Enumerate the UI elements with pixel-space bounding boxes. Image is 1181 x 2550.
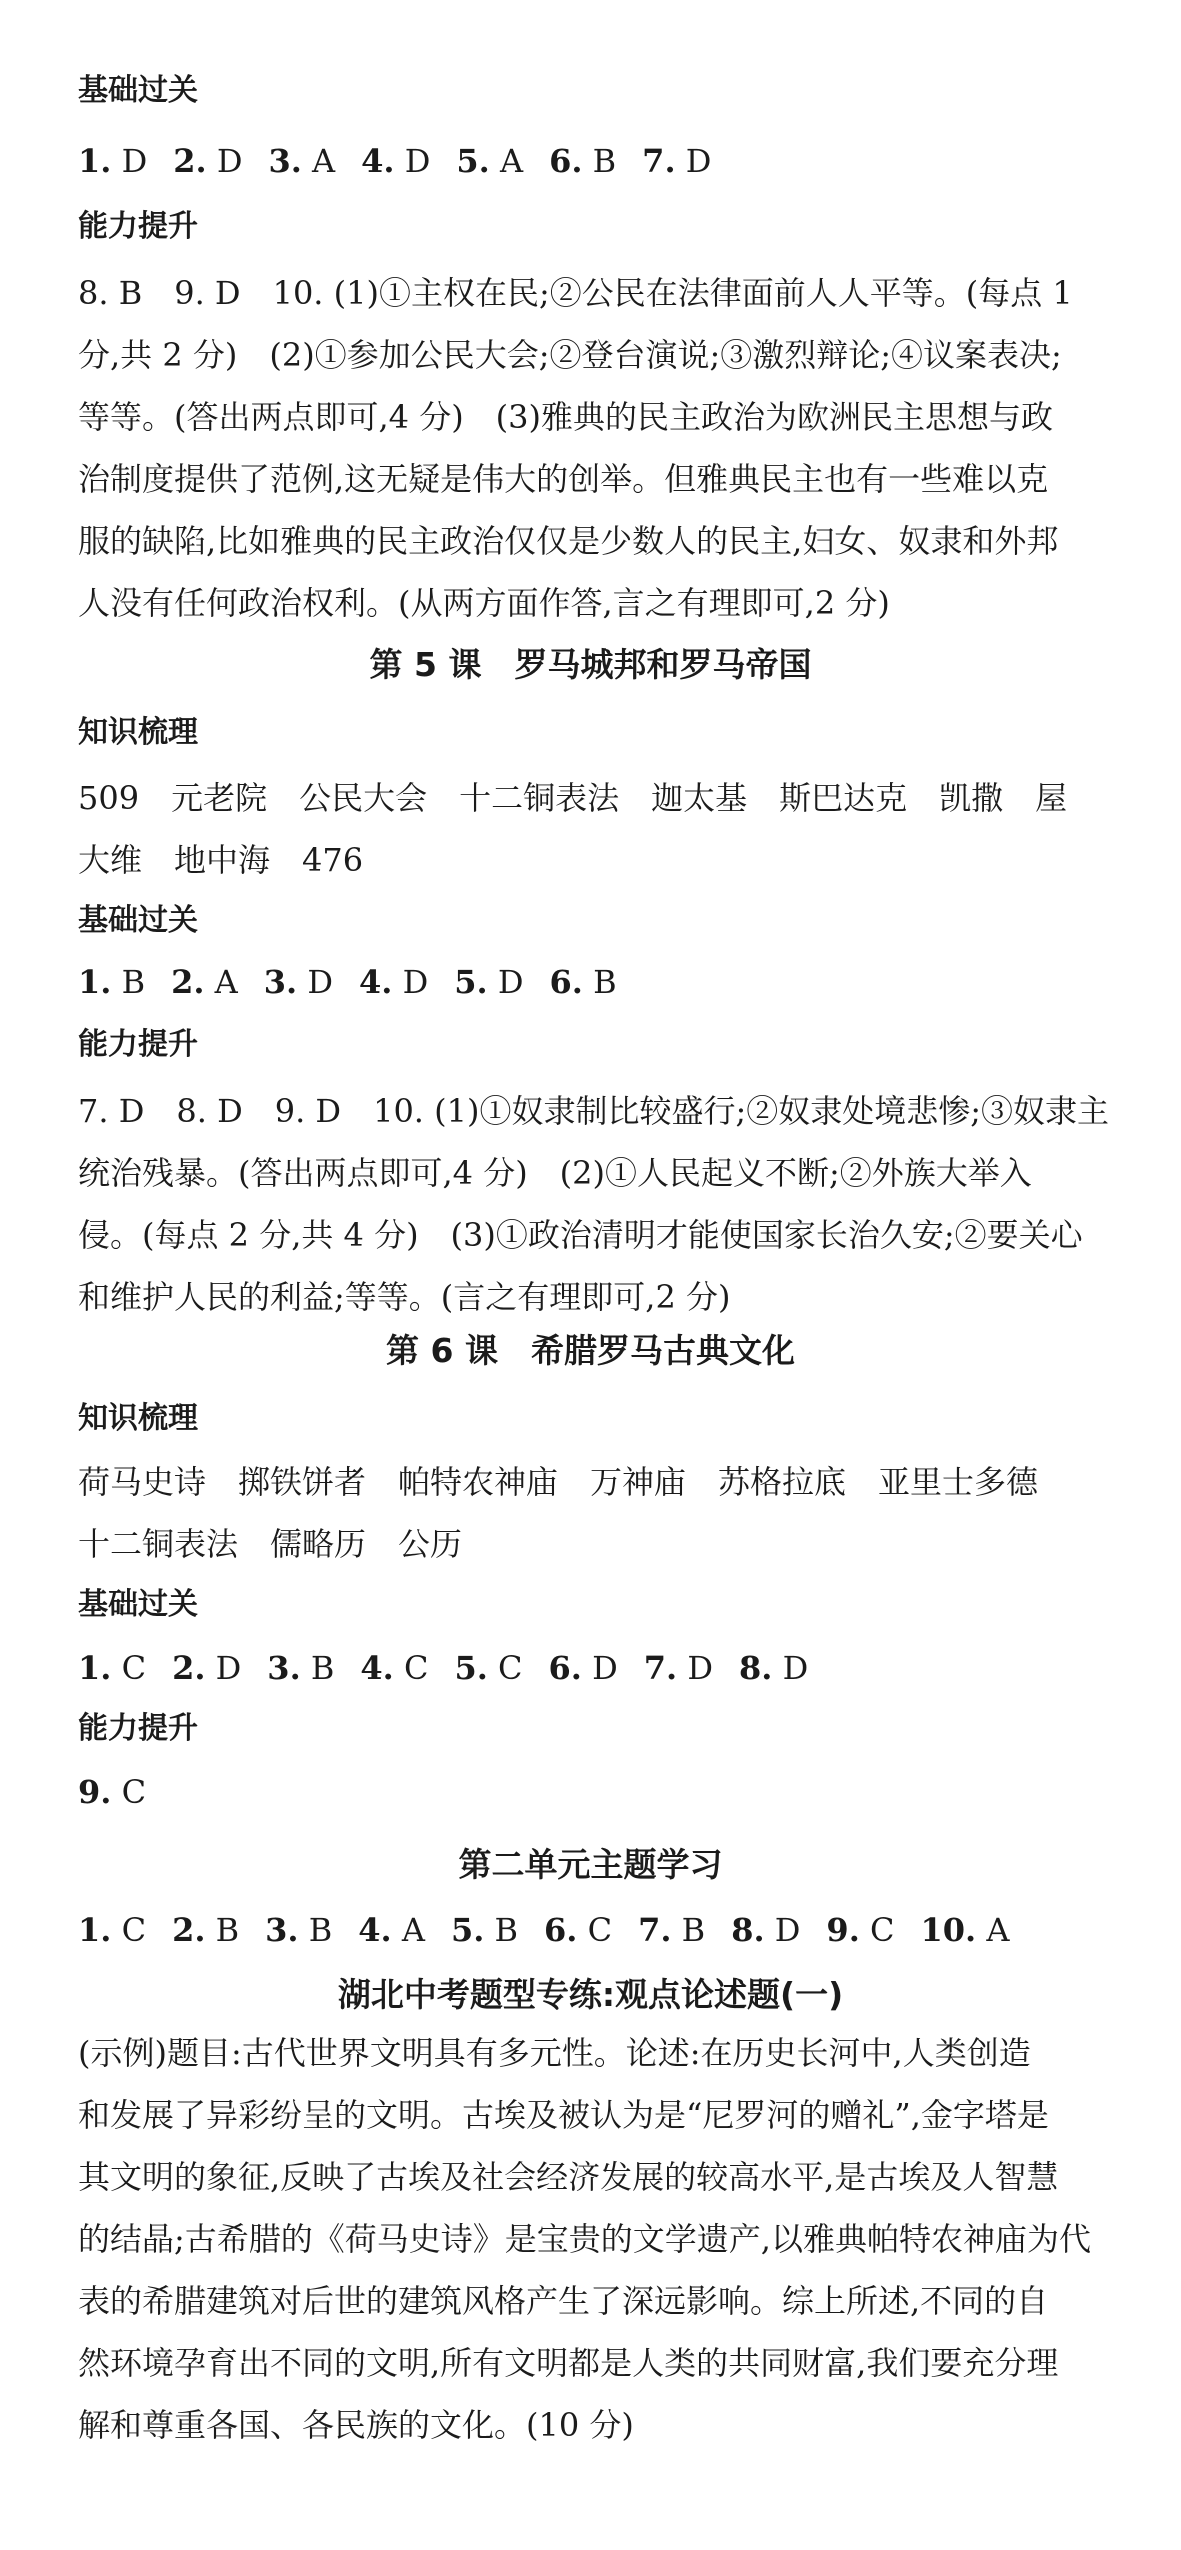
answer-number: 6. [548,1649,582,1687]
answer-item [361,142,431,180]
answer-number: 5. [456,142,490,180]
answer-choice: C [111,1773,147,1811]
answer-row [78,1649,834,1687]
answer-choice: D [772,1649,809,1687]
answer-number: 3. [265,1911,299,1949]
answer-choice: A [301,142,336,180]
paragraph-line: 人没有任何政治权利。(从两方面作答,言之有理即可,2 分) [78,584,890,622]
paragraph-line: (示例)题目:古代世界文明具有多元性。论述:在历史长河中,人类创造 [78,2034,1031,2072]
text-line: 荷马史诗 掷铁饼者 帕特农神庙 万神庙 苏格拉底 亚里士多德 [78,1463,1039,1501]
answer-item [548,1649,618,1687]
answer-number: 9. [78,1773,112,1811]
text-line: 大维 地中海 476 [78,841,364,879]
answer-item [78,963,146,1001]
answer-number: 6. [549,142,583,180]
answer-item [826,1911,895,1949]
section-heading: 能力提升 [78,1711,198,1746]
answer-choice: D [677,1649,713,1687]
answer-number: 3. [268,142,302,180]
answer-item [171,963,238,1001]
answer-choice: B [205,1911,240,1949]
answer-number: 5. [454,963,488,1001]
answer-item [78,1649,147,1687]
answer-choice: C [111,1649,147,1687]
paragraph-line: 等等。(答出两点即可,4 分) (3)雅典的民主政治为欧洲民主思想与政 [78,398,1054,436]
paragraph-line: 服的缺陷,比如雅典的民主政治仅仅是少数人的民主,妇女、奴隶和外邦 [78,522,1059,560]
answer-item [78,142,148,180]
answer-item [358,1911,425,1949]
answer-choice: D [111,142,148,180]
section-heading: 知识梳理 [78,1401,198,1436]
answer-choice: D [764,1911,801,1949]
answer-choice: D [581,1649,618,1687]
answer-number: 2. [172,1649,206,1687]
answer-item [738,1649,809,1687]
section-heading: 能力提升 [78,209,198,244]
answer-item [549,142,617,180]
answer-choice: D [487,963,524,1001]
paragraph-line: 7. D 8. D 9. D 10. (1)①奴隶制比较盛行;②奴隶处境悲惨;③奴隶主 [78,1092,1110,1130]
section-heading: 能力提升 [78,1027,198,1062]
answer-number: 3. [263,963,298,1001]
answer-number: 9. [826,1911,860,1949]
section-heading: 基础过关 [78,1587,198,1622]
answer-choice: B [671,1911,706,1949]
answer-paragraph [78,2028,1108,2462]
answer-item [638,1911,706,1949]
paragraph-line: 解和尊重各国、各民族的文化。(10 分) [78,2406,634,2444]
answer-number: 5. [450,1911,485,1949]
paragraph-line: 表的希腊建筑对后世的建筑风格产生了深远影响。综上所述,不同的自 [78,2282,1049,2320]
answer-item [263,963,334,1001]
answer-choice: C [859,1911,895,1949]
paragraph-line: 其文明的象征,反映了古埃及社会经济发展的较高水平,是古埃及人智慧 [78,2158,1059,2196]
answer-item [265,1911,333,1949]
answer-item [544,1911,613,1949]
answer-item [454,963,524,1001]
lesson-title: 第 5 课 罗马城邦和罗马帝国 [369,645,812,684]
answer-choice: D [205,1649,242,1687]
answer-number: 6. [549,963,583,1001]
answer-choice: B [582,963,617,1001]
answer-item [173,142,243,180]
answer-number: 7. [642,142,676,180]
paragraph-line: 和维护人民的利益;等等。(言之有理即可,2 分) [78,1278,731,1316]
answer-number: 8. [738,1649,773,1687]
answer-item [359,963,429,1001]
answer-choice: C [393,1649,429,1687]
answer-number: 6. [544,1911,578,1949]
answer-choice: D [206,142,243,180]
answer-number: 10. [920,1911,977,1949]
answer-number: 2. [171,963,205,1001]
answer-number: 4. [361,142,395,180]
answer-number: 1. [78,142,112,180]
answer-item [360,1649,429,1687]
answer-row [78,963,643,1001]
text-line: 509 元老院 公民大会 十二铜表法 迦太基 斯巴达克 凯撒 屋 [78,779,1068,817]
answer-item [456,142,524,180]
answer-item [78,1911,147,1949]
answer-item [450,1911,519,1949]
answer-number: 5. [454,1649,488,1687]
answer-choice: B [582,142,617,180]
answer-number: 2. [173,142,207,180]
section-heading: 基础过关 [78,903,198,938]
paragraph-line: 和发展了异彩纷呈的文明。古埃及被认为是“尼罗河的赠礼”,金字塔是 [78,2096,1049,2134]
answer-number: 1. [78,1911,112,1949]
answer-item [78,1773,147,1811]
answer-choice: B [111,963,146,1001]
section-heading: 基础过关 [78,73,198,108]
answer-item [172,1649,242,1687]
answer-item [920,1911,1010,1949]
lesson-title: 第 6 课 希腊罗马古典文化 [386,1331,795,1370]
answer-item [643,1649,713,1687]
answer-choice: C [577,1911,613,1949]
answer-item [454,1649,523,1687]
answer-number: 7. [638,1911,672,1949]
answer-number: 7. [643,1649,678,1687]
answer-number: 4. [360,1649,394,1687]
answer-choice: D [394,142,431,180]
paragraph-line: 8. B 9. D 10. (1)①主权在民;②公民在法律面前人人平等。(每点 1 [78,274,1073,312]
answer-item [268,142,336,180]
answer-number: 4. [358,1911,392,1949]
answer-choice: D [675,142,712,180]
answer-choice: A [204,963,238,1001]
answer-choice: A [976,1911,1010,1949]
answer-choice: A [391,1911,425,1949]
answer-number: 3. [267,1649,301,1687]
answer-item [172,1911,240,1949]
answer-row [78,142,737,180]
answer-number: 2. [172,1911,206,1949]
answer-item [267,1649,335,1687]
answer-choice: C [111,1911,147,1949]
paragraph-line: 统治残暴。(答出两点即可,4 分) (2)①人民起义不断;②外族大举入 [78,1154,1032,1192]
answer-item [642,142,712,180]
lesson-title: 湖北中考题型专练:观点论述题(一) [337,1975,844,2014]
paragraph-line: 然环境孕育出不同的文明,所有文明都是人类的共同财富,我们要充分理 [78,2344,1059,2382]
answer-choice: D [297,963,334,1001]
answer-choice: A [489,142,524,180]
section-heading: 知识梳理 [78,715,198,750]
paragraph-line: 的结晶;古希腊的《荷马史诗》是宝贵的文学遗产,以雅典帕特农神庙为代 [78,2220,1091,2258]
answer-number: 4. [359,963,393,1001]
answer-item [549,963,617,1001]
answer-choice: B [298,1911,333,1949]
answer-number: 1. [78,1649,112,1687]
paragraph-line: 侵。(每点 2 分,共 4 分) (3)①政治清明才能使国家长治久安;②要关心 [78,1216,1083,1254]
paragraph-line: 治制度提供了范例,这无疑是伟大的创举。但雅典民主也有一些难以克 [78,460,1049,498]
answer-paragraph [78,1086,1108,1334]
answer-row [78,1773,172,1811]
answer-row [78,1911,1035,1949]
answer-choice: B [484,1911,519,1949]
answer-item [731,1911,801,1949]
answer-choice: C [487,1649,523,1687]
lesson-title: 第二单元主题学习 [458,1845,723,1884]
answer-number: 1. [78,963,112,1001]
answer-choice: D [392,963,429,1001]
paragraph-line: 分,共 2 分) (2)①参加公民大会;②登台演说;③激烈辩论;④议案表决; [78,336,1062,374]
text-line: 十二铜表法 儒略历 公历 [78,1525,463,1563]
answer-number: 8. [731,1911,765,1949]
answer-paragraph [78,268,1108,640]
answer-choice: B [300,1649,335,1687]
